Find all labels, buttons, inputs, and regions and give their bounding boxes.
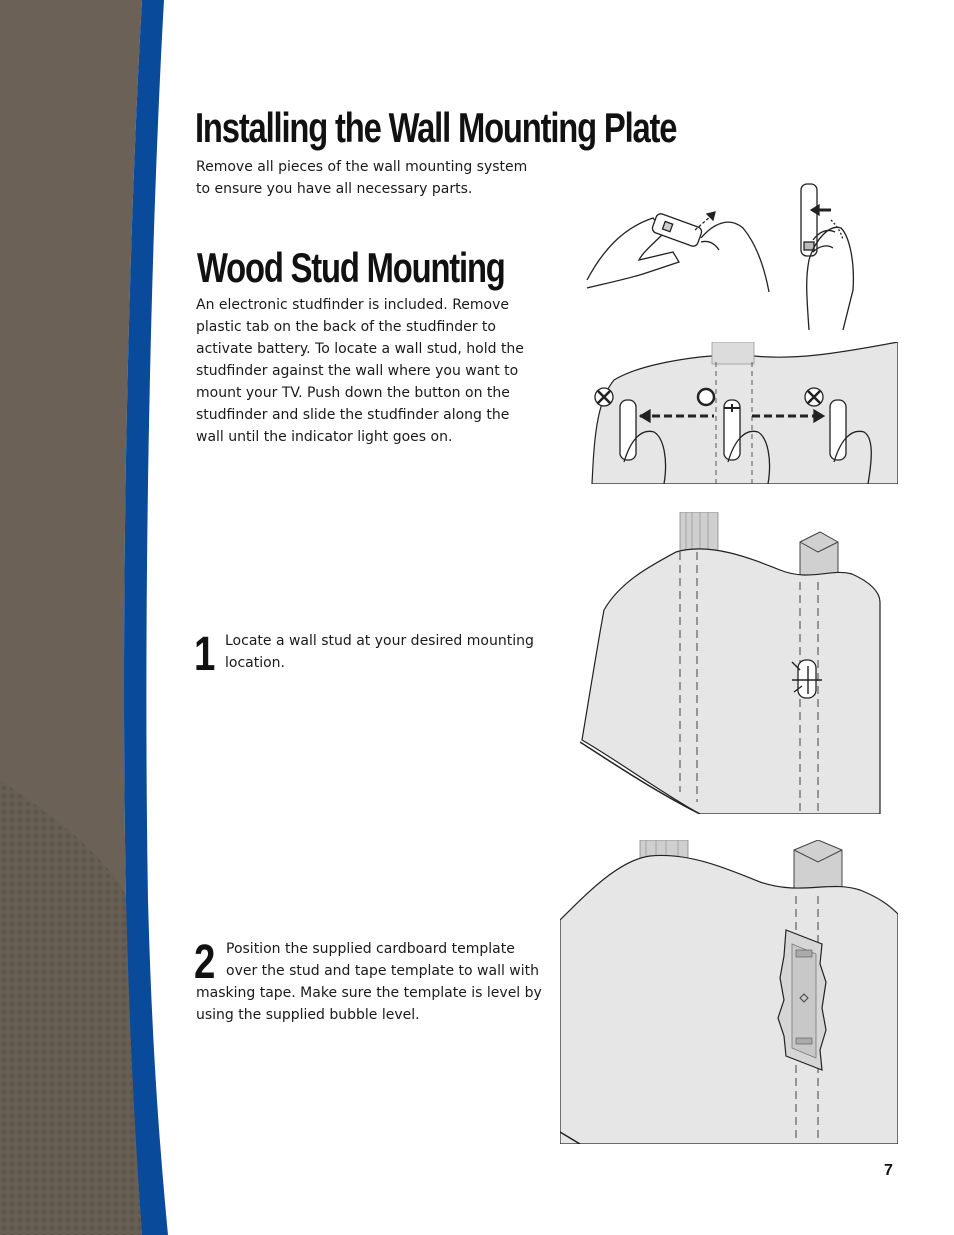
template-on-wall-illustration: [560, 840, 898, 1144]
step-2-text-rest: masking tape. Make sure the template is level by using the supplied bubble level.: [196, 985, 542, 1023]
intro-paragraph: Remove all pieces of the wall mounting system to ensure you have all necessary parts.: [196, 159, 528, 197]
section-title: Wood Stud Mounting: [197, 244, 505, 291]
step-2-number: 2: [194, 936, 216, 989]
section-body: An electronic studfinder is included. Remove plastic tab on the back of the studfinder to activate battery. To locate a wall stud, hold the studfinder against the wall where you want to mount your TV. Push down the button on the studfinder and slide the studfinder along the wall until the indicator light goes on.: [196, 297, 524, 445]
page-title: Installing the Wall Mounting Plate: [195, 104, 677, 151]
sidebar-decoration: [0, 0, 180, 1235]
studfinder-slide-illustration: [584, 342, 898, 484]
hands-studfinder-tab-illustration: [583, 180, 863, 335]
step-1-number: 1: [194, 628, 216, 681]
step-2-text-line1: Position the supplied cardboard template over the stud and tape template to wall with: [226, 941, 540, 979]
wall-stud-locate-illustration: [580, 512, 882, 814]
step-1-text: Locate a wall stud at your desired mounting location.: [225, 633, 534, 671]
page-number: 7: [884, 1162, 893, 1179]
